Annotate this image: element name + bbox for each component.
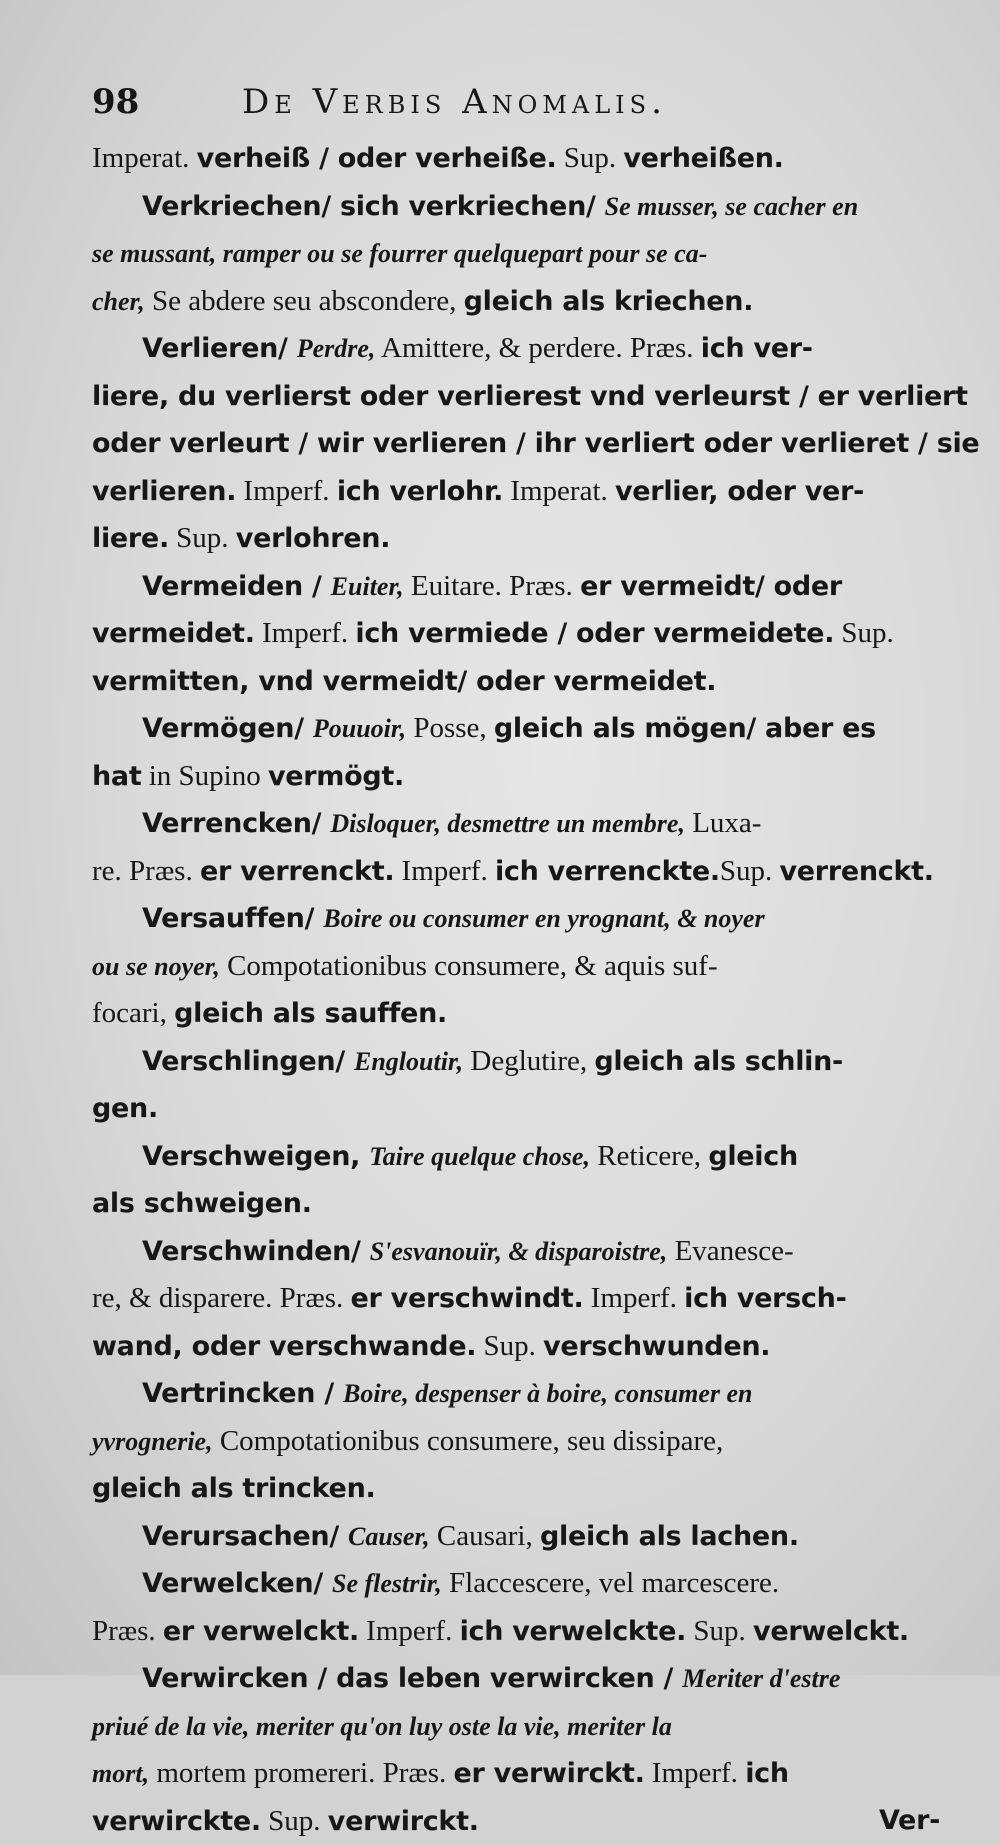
fraktur-text: verwelckt. [753,1615,909,1647]
text-line [92,1227,940,1275]
fraktur-text: ich versch- [684,1283,847,1314]
french-italic-text: Taire quelque chose, [369,1141,590,1171]
fraktur-text: ich verwelckte. [459,1615,687,1647]
text-line [92,1179,940,1227]
page-header [92,82,940,130]
latin-text: Compotationibus consumere, seu dissipare, [212,1424,724,1457]
text-line [92,1322,940,1370]
latin-text: Posse, [406,712,494,744]
text-line [92,799,940,847]
fraktur-text: verlieren. [92,475,237,507]
french-italic-text: Se musser, se cacher en [604,191,859,221]
text-line [92,1512,940,1560]
fraktur-text: oder verleurt / wir verlieren / ihr verliert oder verlieret / sie [92,428,980,459]
fraktur-text: gen. [92,1093,158,1124]
french-italic-text: S'esvanouïr, & disparoistre, [369,1236,668,1266]
french-italic-text: Boire, despenser à boire, consumer en [342,1379,753,1408]
text-line [92,1417,940,1465]
text-line [92,942,940,990]
fraktur-text: Verwelcken/ [142,1568,332,1599]
fraktur-text: verheiß / oder verheiße. [196,143,557,174]
text-line [92,372,968,420]
latin-text: re, & disparere. Præs. [92,1282,351,1314]
latin-text: Luxa- [684,807,762,839]
text-line [92,657,940,705]
fraktur-text: verrenckt. [779,855,934,887]
fraktur-text: verschwunden. [543,1330,771,1362]
text-line [92,894,940,942]
latin-text: Flaccescere, vel marcescere. [441,1567,780,1599]
text-line [92,1464,940,1512]
latin-text: Sup. [556,142,624,174]
latin-text: Sup. [260,1804,328,1837]
text-line [92,182,940,230]
text-line [92,1702,940,1750]
fraktur-text: Versauffen/ [142,903,324,934]
french-italic-text: Disloquer, desmettre un membre, [330,809,685,838]
fraktur-text: vermögt. [267,760,404,792]
fraktur-text: Vermögen/ [142,713,313,744]
text-line [92,704,940,752]
text-line [92,1369,940,1417]
text-line [92,467,940,515]
fraktur-text: als schweigen. [92,1188,312,1219]
fraktur-text: vermitten, vnd vermeidt/ oder vermeidet. [92,665,717,697]
text-line [92,1797,940,1845]
latin-text: Imperat. [503,474,615,507]
fraktur-text: vermeidet. [92,618,255,649]
french-italic-text: Se flestrir, [332,1569,442,1598]
text-line [92,1084,940,1132]
fraktur-text: gleich als mögen/ aber es [493,713,876,744]
fraktur-text: wand, oder verschwande. [92,1330,477,1362]
text-line [92,229,940,277]
french-italic-text: ou se noyer, [92,951,220,981]
fraktur-text: ich ver- [700,333,813,364]
latin-text: mortem promereri. Præs. [149,1757,454,1789]
fraktur-text: verlier, oder ver- [615,475,864,507]
french-italic-text: yvrognerie, [92,1426,213,1456]
text-line [92,609,940,657]
latin-text: Imperf. [583,1282,685,1314]
french-italic-text: Meriter d'estre [682,1664,841,1693]
latin-text: Sup. [168,522,236,554]
text-line [92,1037,940,1085]
fraktur-text: er verrenckt. [199,855,395,887]
french-italic-text: se mussant, ramper ou se fourrer quelquepart pour se ca- [92,239,708,268]
french-italic-text: Pouuoir, [312,714,407,743]
text-line [92,847,940,895]
latin-text: Imperf. [644,1757,746,1789]
latin-text: Imperf. [358,1614,460,1647]
catchword: Ver- [878,1804,940,1836]
fraktur-text: Vermeiden / [142,570,331,602]
text-line [92,134,940,182]
fraktur-text: Verschweigen, [142,1140,370,1172]
french-italic-text: priué de la vie, meriter qu'on luy oste la vie, meriter la [92,1711,672,1741]
fraktur-text: gleich [708,1140,798,1172]
fraktur-text: liere, du verlierst oder verlierest vnd verleurst / er verliert [92,380,968,412]
latin-text: Imperf. [394,854,495,887]
text-line [92,1559,940,1607]
fraktur-text: er verwirckt. [453,1758,645,1789]
fraktur-text: Verschlingen/ [142,1045,354,1077]
fraktur-text: Verlieren/ [142,333,297,364]
fraktur-text: verwirckte. [92,1805,261,1837]
fraktur-text: Verrencken/ [142,808,331,839]
fraktur-text: liere. [92,523,169,554]
latin-text: re. Præs. [92,854,200,887]
page-number: 98 [92,82,140,122]
latin-text: Amittere, & perdere. Præs. [375,332,701,364]
text-line [92,1274,940,1322]
fraktur-text: gleich als lachen. [540,1520,799,1552]
latin-text: Sup. [476,1329,544,1362]
fraktur-text: ich [745,1758,789,1789]
latin-text: Causari, [429,1519,540,1552]
fraktur-text: Verkriechen/ sich verkriechen/ [142,190,605,222]
fraktur-text: er verschwindt. [350,1283,584,1314]
fraktur-text: ich verlohr. [336,475,504,507]
latin-text: Evanesce- [667,1234,794,1267]
french-italic-text: mort, [92,1759,150,1788]
fraktur-text: verlohren. [235,523,391,554]
french-italic-text: Boire ou consumer en yrognant, & noyer [323,904,765,933]
latin-text: Reticere, [589,1139,709,1172]
text-line [92,562,940,610]
fraktur-text: Verschwinden/ [142,1235,370,1267]
latin-text: Se abdere seu abscondere, [144,284,464,317]
fraktur-text: Verursachen/ [142,1520,348,1552]
text-line [92,752,940,800]
latin-text: Deglutire, [463,1044,595,1077]
french-italic-text: cher, [92,286,145,316]
text-line [92,1749,940,1797]
text-line [92,514,940,562]
latin-text: Sup. [834,617,894,649]
text-line [92,1132,940,1180]
fraktur-text: gleich als schlin- [594,1045,843,1077]
running-head: De Verbis Anomalis. [242,82,667,122]
latin-text: Sup. [686,1614,754,1647]
french-italic-text: Causer, [348,1521,430,1551]
fraktur-text: Verwircken / das leben verwircken / [142,1663,683,1694]
french-italic-text: Engloutir, [354,1046,464,1076]
french-italic-text: Euiter, [330,571,404,601]
text-line [92,1607,940,1655]
latin-text: Imperf. [254,617,356,649]
fraktur-text: Vertrincken / [142,1378,343,1409]
latin-text: Imperf. [236,474,337,507]
fraktur-text: ich verrenckte. [494,855,720,887]
fraktur-text: hat [92,760,142,792]
latin-text: Imperat. [92,142,197,174]
fraktur-text: gleich als trincken. [92,1473,376,1504]
text-line [92,324,940,372]
latin-text: Præs. [92,1614,163,1647]
text-line [92,419,980,467]
fraktur-text: gleich als sauffen. [174,998,447,1029]
fraktur-text: verwirckt. [327,1805,479,1837]
body-text [92,134,980,1844]
fraktur-text: er vermeidt/ oder [580,570,842,602]
fraktur-text: ich vermiede / oder vermeidete. [355,618,835,649]
text-line [92,277,940,325]
latin-text: Euitare. Præs. [403,569,581,602]
latin-text: focari, [92,997,175,1029]
text-line [92,989,940,1037]
fraktur-text: verheißen. [623,143,784,174]
fraktur-text: er verwelckt. [162,1615,359,1647]
latin-text: in Supino [141,759,268,792]
latin-text: Compotationibus consumere, & aquis suf- [219,949,718,982]
text-line [92,1654,940,1702]
latin-text: Sup. [719,854,780,887]
french-italic-text: Perdre, [296,334,376,363]
fraktur-text: gleich als kriechen. [463,285,754,317]
